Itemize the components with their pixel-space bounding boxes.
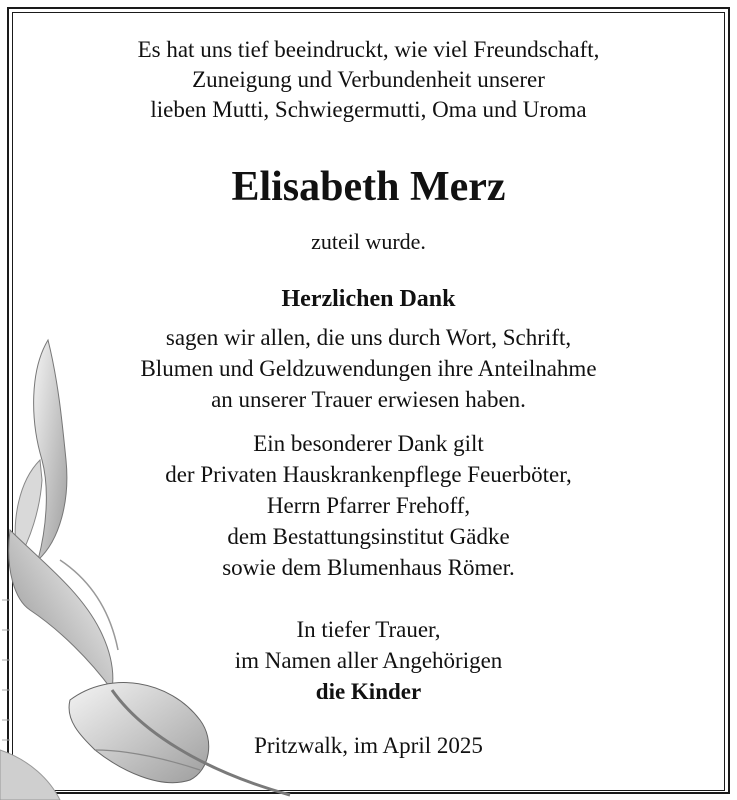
- special-thanks-line-3: Herrn Pfarrer Frehoff,: [266, 493, 471, 518]
- special-thanks-line-4: dem Bestattungsinstitut Gädke: [227, 524, 510, 549]
- intro-text: [20, 35, 717, 125]
- place-date: Pritzwalk, im April 2025: [254, 733, 483, 758]
- special-thanks-line-1: Ein besonderer Dank gilt: [253, 431, 484, 456]
- special-thanks-line-2: der Privaten Hauskrankenpflege Feuerböter,: [165, 462, 572, 487]
- thanks-text: [20, 322, 717, 415]
- intro-line-1: Es hat uns tief beeindruckt, wie viel Freundschaft,: [137, 37, 600, 62]
- signoff-line-2: im Namen aller Angehörigen: [234, 648, 503, 673]
- deceased-name: Elisabeth Merz: [231, 164, 506, 210]
- intro-line-3: lieben Mutti, Schwiegermutti, Oma und Uroma: [150, 97, 587, 122]
- zuteil-text: zuteil wurde.: [311, 229, 426, 254]
- signoff-signature: die Kinder: [315, 679, 422, 704]
- special-thanks-line-5: sowie dem Blumenhaus Römer.: [222, 555, 515, 580]
- thanks-title: Herzlichen Dank: [281, 286, 456, 312]
- thanks-line-3: an unserer Trauer erwiesen haben.: [211, 387, 526, 412]
- signoff: [20, 614, 717, 707]
- signoff-line-1: In tiefer Trauer,: [296, 617, 441, 642]
- special-thanks: [20, 428, 717, 583]
- thanks-line-2: Blumen und Geldzuwendungen ihre Anteilnahme: [140, 356, 597, 381]
- thanks-line-1: sagen wir allen, die uns durch Wort, Schrift,: [165, 325, 572, 350]
- intro-line-2: Zuneigung und Verbundenheit unserer: [192, 67, 545, 92]
